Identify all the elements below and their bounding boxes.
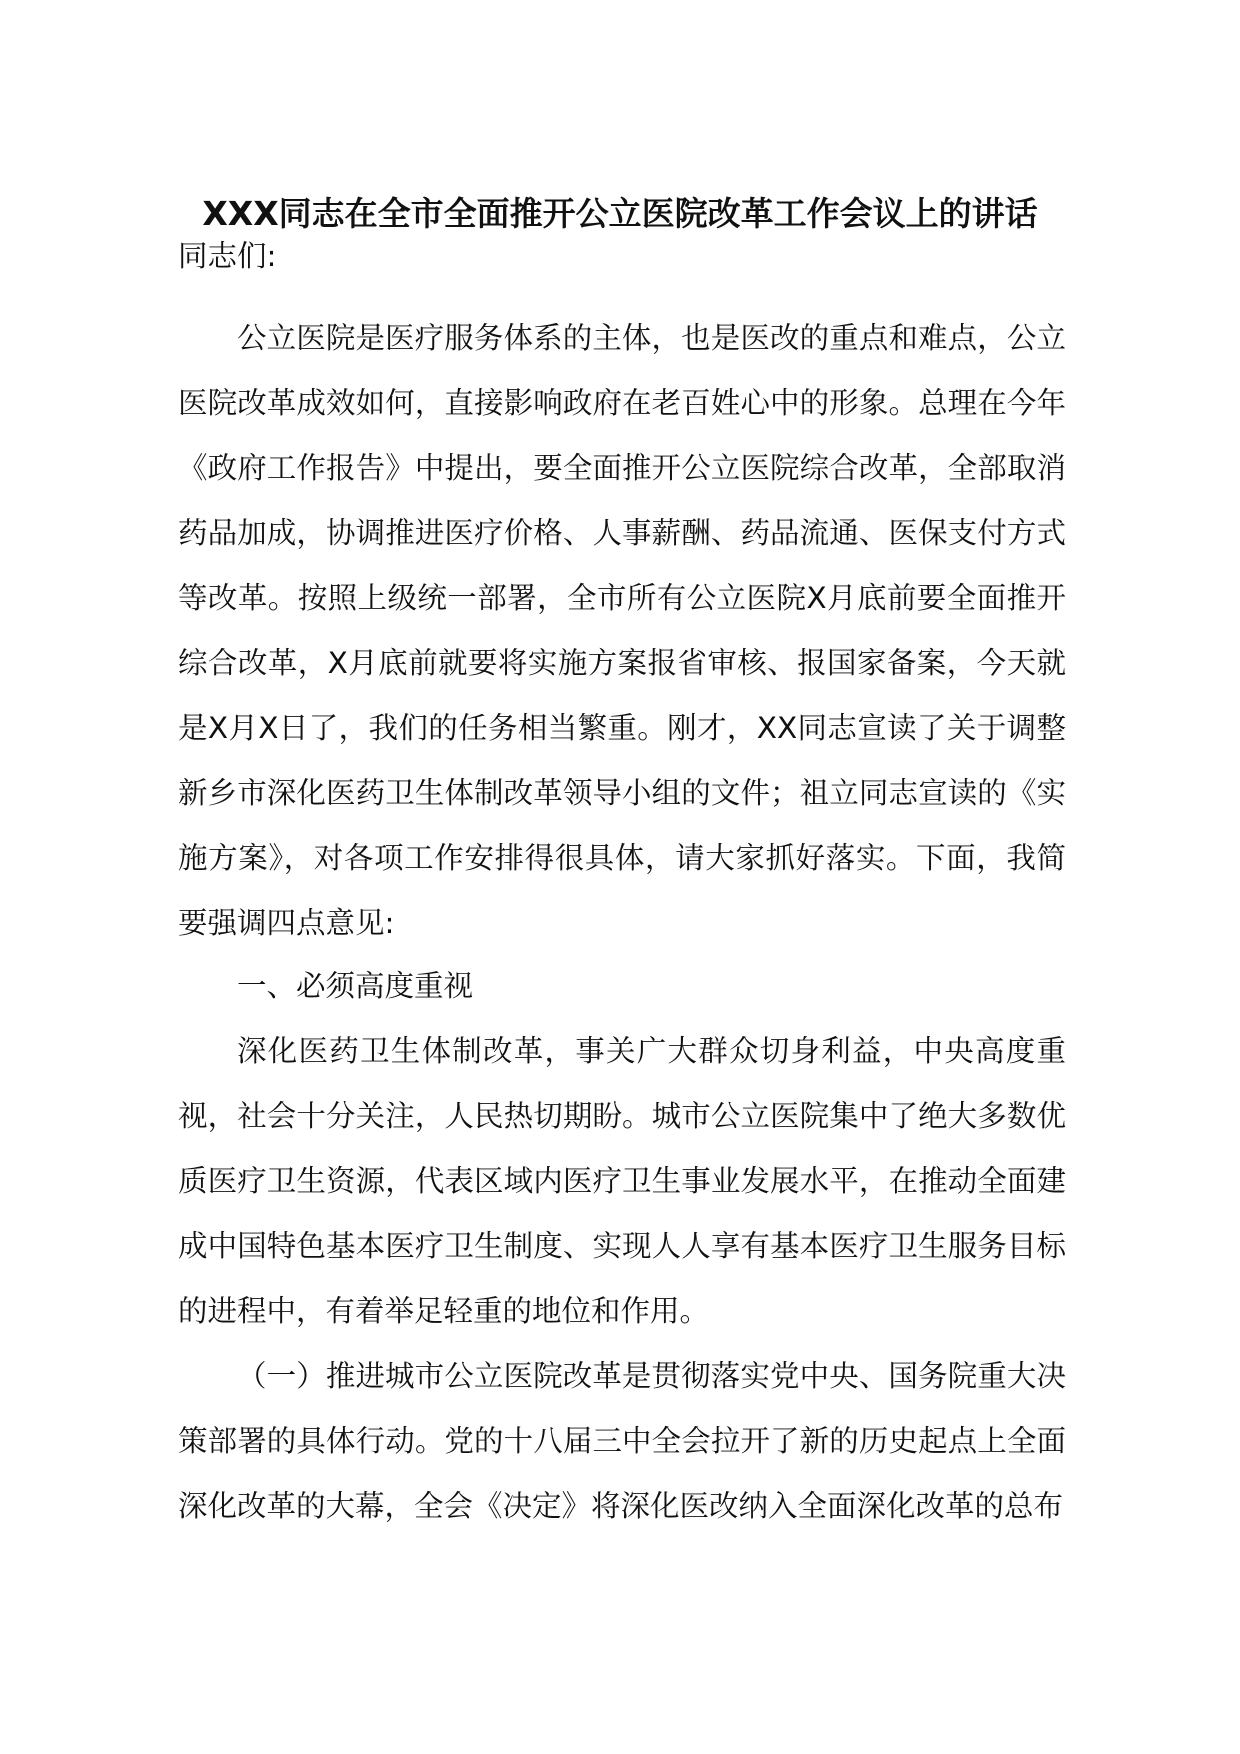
paragraph-subsection-1: （一）推进城市公立医院改革是贯彻落实党中央、国务院重大决策部署的具体行动。党的十八届三中全会拉开了新的历史起点上全面深化改革的大幕，全会《决定》将深化医改纳入全面深化改革的总布 bbox=[178, 1359, 1066, 1523]
section-heading-1: 一、必须高度重视 bbox=[237, 969, 474, 1003]
paragraph-intro: 公立医院是医疗服务体系的主体，也是医改的重点和难点，公立医院改革成效如何，直接影响政府在老百姓心中的形象。总理在今年《政府工作报告》中提出，要全面推开公立医院综合改革，全部取消药品加成，协调推进医疗价格、人事薪酬、药品流通、医保支付方式等改革。按照上级统一部署，全市所有公立医院X月底前要全面推开综合改革，X月底前就要将实施方案报省审核、报国家备案，今天就是X月X日了，我们的任务相当繁重。刚才，XX同志宣读了关于调整新乡市深化医药卫生体制改革领导小组的文件；祖立同志宣读的《实施方案》，对各项工作安排得很具体，请大家抓好落实。下面，我简要强调四点意见: bbox=[178, 321, 1066, 940]
paragraph-section-1: 深化医药卫生体制改革，事关广大群众切身利益，中央高度重视，社会十分关注，人民热切期盼。城市公立医院集中了绝大多数优质医疗卫生资源，代表区域内医疗卫生事业发展水平，在推动全面建成中国特色基本医疗卫生制度、实现人人享有基本医疗卫生服务目标的进程中，有着举足轻重的地位和作用。 bbox=[178, 1034, 1066, 1328]
salutation: 同志们: bbox=[178, 239, 277, 273]
document-title: XXX同志在全市全面推开公立医院改革工作会议上的讲话 bbox=[202, 194, 1038, 233]
